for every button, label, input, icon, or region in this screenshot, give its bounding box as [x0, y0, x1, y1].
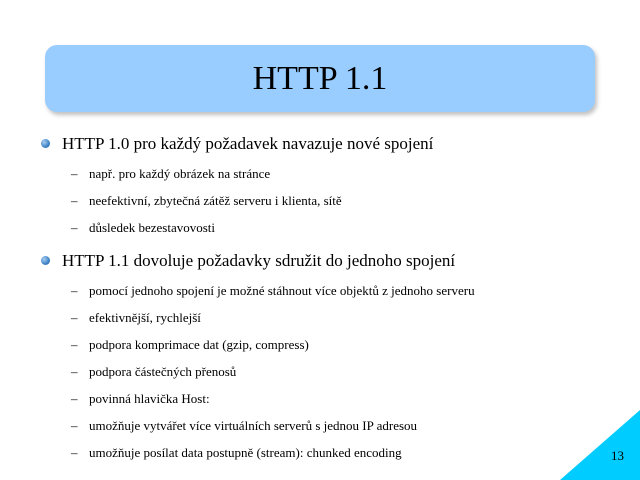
slide-content: [40, 132, 630, 466]
bullet-text: HTTP 1.1 dovoluje požadavky sdružit do jednoho spojení: [62, 251, 456, 270]
page-number: 13: [611, 448, 624, 463]
dash-icon: –: [71, 283, 78, 298]
dash-icon: –: [71, 391, 78, 406]
corner-triangle: [560, 410, 640, 480]
sub-item-text: např. pro každý obrázek na stránce: [89, 166, 271, 181]
bullet-text: HTTP 1.0 pro každý požadavek navazuje nové spojení: [62, 134, 434, 153]
bullet-item: [40, 132, 630, 155]
sub-item-text: efektivnější, rychlejší: [89, 310, 201, 325]
sub-item: [40, 304, 630, 331]
dash-icon: –: [71, 193, 78, 208]
sub-item-text: umožňuje posílat data postupně (stream): chunked encoding: [89, 445, 402, 460]
dash-icon: –: [71, 337, 78, 352]
title-banner: [45, 45, 595, 112]
dash-icon: –: [71, 166, 78, 181]
bullet-icon: [41, 256, 50, 265]
sub-item-text: důsledek bezestavovosti: [89, 220, 215, 235]
sub-item-text: neefektivní, zbytečná zátěž serveru i klienta, sítě: [89, 193, 342, 208]
sub-item: [40, 331, 630, 358]
sub-item-text: podpora částečných přenosů: [89, 364, 237, 379]
sub-item: [40, 277, 630, 304]
dash-icon: –: [71, 364, 78, 379]
sub-item: [40, 214, 630, 241]
dash-icon: –: [71, 445, 78, 460]
sub-item-text: umožňuje vytvářet více virtuálních serverů s jednou IP adresou: [89, 418, 418, 433]
dash-icon: –: [71, 310, 78, 325]
sub-item-text: podpora komprimace dat (gzip, compress): [89, 337, 309, 352]
sub-item: [40, 358, 630, 385]
sub-item: [40, 412, 630, 439]
dash-icon: –: [71, 418, 78, 433]
bullet-item: [40, 249, 630, 272]
bullet-icon: [41, 139, 50, 148]
sub-item-text: pomocí jednoho spojení je možné stáhnout více objektů z jednoho serveru: [89, 283, 475, 298]
sub-item: [40, 160, 630, 187]
dash-icon: –: [71, 220, 78, 235]
sub-item: [40, 439, 630, 466]
slide-title: HTTP 1.1: [252, 60, 388, 97]
sub-item-text: povinná hlavička Host:: [89, 391, 210, 406]
sub-item: [40, 385, 630, 412]
sub-item: [40, 187, 630, 214]
